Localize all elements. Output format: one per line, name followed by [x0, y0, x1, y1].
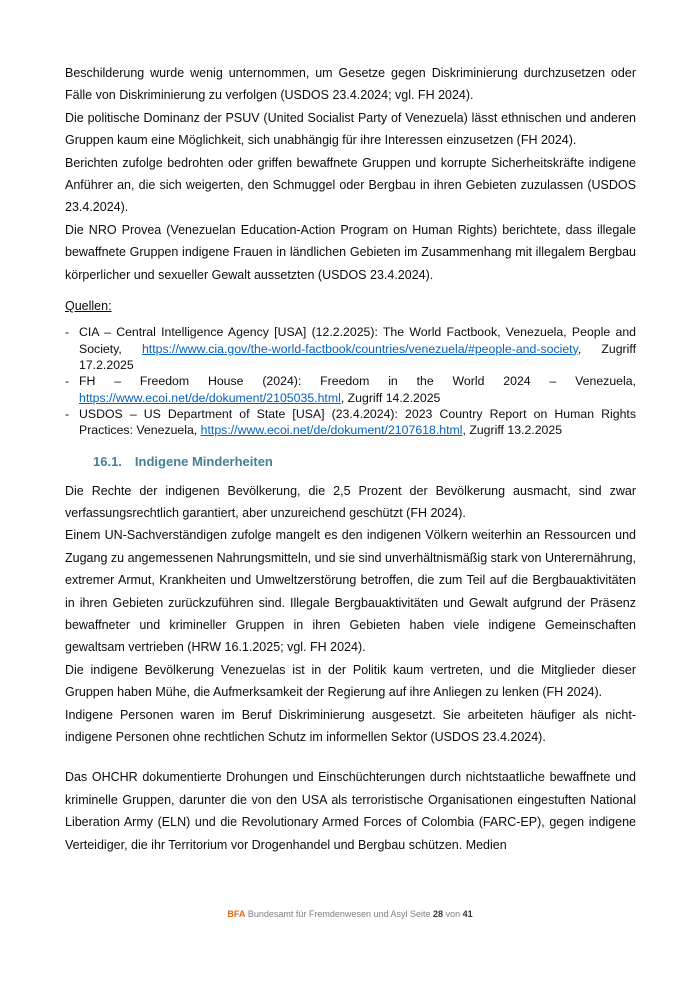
paragraph: Das OHCHR dokumentierte Drohungen und Einschüchterungen durch nichtstaatliche bewaffnete und kriminelle Gruppen, darunter die von den USA als terroristische Organisationen eingestuften National Liberation Army (ELN) und die Revolutionary Armed Forces of Colombia (FARC-EP), gegen indigene Verteidiger, die ihr Territorium vor Drogenhandel und Bergbau schützen. Medien	[65, 770, 636, 852]
bfa-logo-text: BFA	[227, 909, 246, 919]
page-footer	[0, 908, 700, 920]
sources-list	[65, 324, 636, 438]
source-link[interactable]: https://www.cia.gov/the-world-factbook/countries/venezuela/#people-and-society	[141, 341, 578, 356]
source-text: , Zugriff 14.2.2025	[340, 390, 441, 405]
source-text: USDOS – US Department of State [USA] (23.4.2024): 2023 Country Report on Human Rights Practices: Venezuela,	[79, 406, 636, 438]
paragraph: Die Rechte der indigenen Bevölkerung, die 2,5 Prozent der Bevölkerung ausmacht, sind zwar verfassungsrechtlich garantiert, aber unzureichend geschützt (FH 2024).	[65, 483, 636, 520]
source-item	[65, 324, 636, 373]
paragraph: Die indigene Bevölkerung Venezuelas ist in der Politik kaum vertreten, und die Mitglieder dieser Gruppen haben Mühe, die Aufmerksamkeit der Regierung auf ihre Anliegen zu lenken (FH 2024).	[65, 662, 636, 700]
paragraph: Beschilderung wurde wenig unternommen, um Gesetze gegen Diskriminierung durchzusetzen oder Fälle von Diskriminierung zu verfolgen (USDOS 23.4.2024; vgl. FH 2024).	[65, 66, 636, 103]
source-item	[65, 373, 636, 406]
paragraph: Berichten zufolge bedrohten oder griffen bewaffnete Gruppen und korrupte Sicherheitskräfte indigene Anführer an, die sich weigerten, den Schmuggel oder Bergbau in ihren Gebieten zuzulassen (USDOS 23.4.2024).	[65, 155, 636, 215]
footer-office-name: Bundesamt für Fremdenwesen und Asyl	[247, 909, 408, 919]
sources-heading-label: Quellen:	[65, 299, 112, 314]
paragraph: Die politische Dominanz der PSUV (United Socialist Party of Venezuela) lässt ethnischen und anderen Gruppen kaum eine Möglichkeit, sich unabhängig für ihre Interessen einzusetzen (FH 2024).	[65, 110, 636, 148]
source-link[interactable]: https://www.ecoi.net/de/dokument/2107618.html	[200, 423, 463, 438]
source-link[interactable]: https://www.ecoi.net/de/dokument/2105035.html	[79, 390, 341, 405]
source-text: , Zugriff 13.2.2025	[462, 423, 563, 438]
paragraph: Die NRO Provea (Venezuelan Education-Action Program on Human Rights) berichtete, dass illegale bewaffnete Gruppen indigene Frauen in ländlichen Gebieten im Zusammenhang mit illegalem Bergbau körperlicher und sexueller Gewalt aussetzten (USDOS 23.4.2024).	[65, 222, 636, 282]
paragraph: Einem UN-Sachverständigen zufolge mangelt es den indigenen Völkern weiterhin an Ressourcen und Zugang zu angemessenen Nahrungsmitteln, und sie sind unverhältnismäßig stark von Unterernährung, extremer Armut, Krankheiten und Umweltzerstörung betroffen, die zum Teil auf die Bergbauaktivitäten in ihren Gebieten zurückzuführen sind. Illegale Bergbauaktivitäten und Gewalt aufgrund der Präsenz bewaffneter und krimineller Gruppen in ihren Gebieten haben viele indigene Gemeinschaften gewaltsam vertrieben (HRW 16.1.2025; vgl. FH 2024).	[65, 528, 636, 655]
source-text: CIA – Central Intelligence Agency [USA] (12.2.2025): The World Factbook, Venezuela, People and Society,	[79, 325, 636, 356]
list-bullet: -	[65, 374, 70, 389]
section-heading	[65, 454, 636, 469]
list-bullet: -	[65, 325, 70, 340]
paragraph: Indigene Personen waren im Beruf Diskriminierung ausgesetzt. Sie arbeiteten häufiger als nicht-indigene Personen ohne rechtlichen Schutz im informellen Sektor (USDOS 23.4.2024).	[65, 707, 636, 745]
source-text: , Zugriff 17.2.2025	[79, 341, 636, 373]
source-text: FH – Freedom House (2024): Freedom in the World 2024 – Venezuela,	[79, 374, 636, 389]
footer-of-label: von	[445, 909, 461, 919]
section-number: 16.1.	[93, 453, 122, 469]
total-pages: 41	[462, 909, 473, 919]
source-item	[65, 406, 636, 439]
section-title: Indigene Minderheiten	[134, 453, 273, 469]
footer-page-label: Seite	[410, 909, 431, 919]
list-bullet: -	[65, 406, 70, 421]
page-number: 28	[433, 909, 444, 919]
sources-heading	[65, 295, 636, 317]
